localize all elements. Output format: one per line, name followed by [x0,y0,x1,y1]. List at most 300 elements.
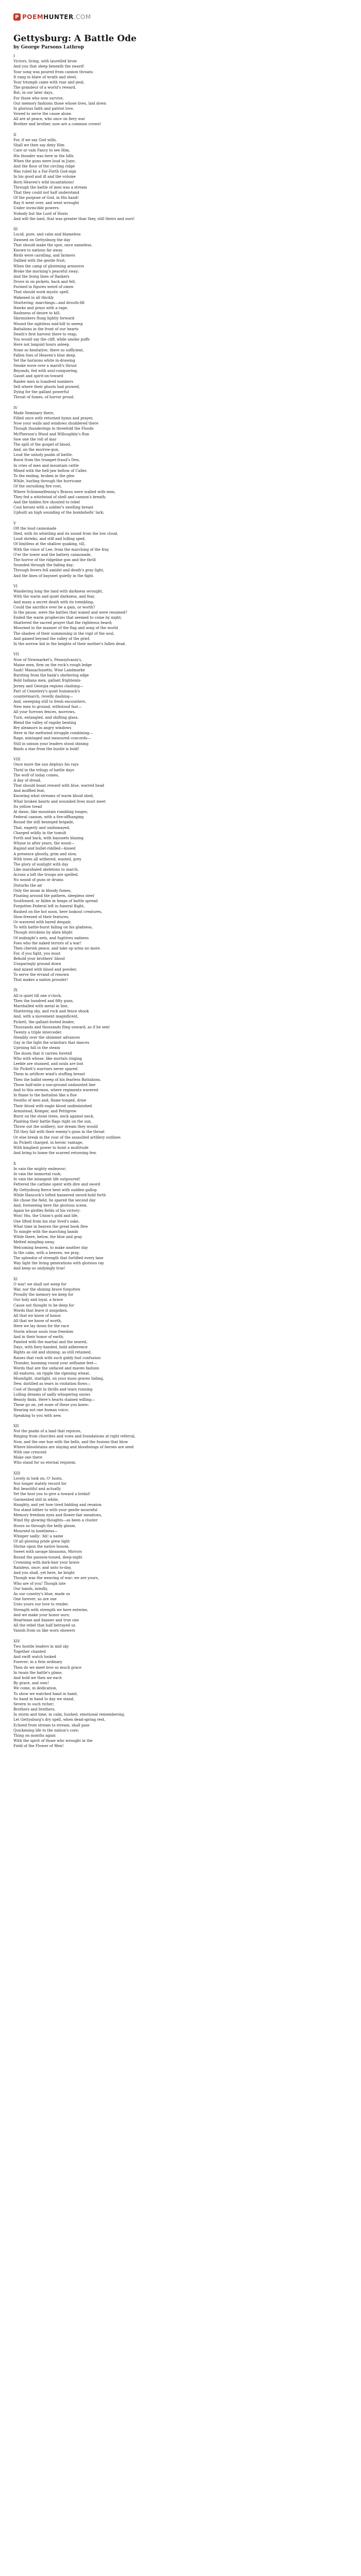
poem-line: And swift watch looked [13,1655,56,1659]
poem-line: While Hancock's lofted bannered sword-hold forth [13,1193,106,1197]
poem-body [13,54,343,1749]
poem-line: Upbuilt an high sounding of the bombshells' lark; [13,511,104,515]
poem-line: Their blood with eagle blood undiminished [13,1104,92,1108]
poem-line: And, foreseeing here the glorious scene, [13,1204,88,1208]
poem-line: Days, with fiery-handed, bold adherence [13,1345,88,1350]
poem-line: Make one there [13,1455,42,1460]
poem-line: New men to ground, withstood fast— [13,705,82,709]
poem-line: Crowning with dark-hair your brave [13,1560,79,1565]
poem-line: Nor longer stately record for [13,1482,67,1486]
poem-line: Like marshaled skeletons to march, [13,868,79,872]
poem-line: When the camp of glistening armorers [13,264,85,268]
poem-line: XI [13,1277,18,1281]
poem-line: Ringing from churches and vows and foundations at right referral, [13,1434,136,1439]
poem-line: Loud shrieks; and still and lulling sped. [13,537,86,541]
poem-line: Binds a star from the bustle is bold! [13,747,79,751]
poem-line: Then cherish peace, and take up arms no more. [13,946,101,951]
poem-line: Throw out the soldiery; nor dream they would [13,1125,98,1129]
poem-line: Beauty finds. Here's hearts stained willing— [13,1398,95,1402]
poem-line: All your furrows fences, morrows, [13,710,76,715]
poem-line: Could the sacrifice ever be a gain, or worth? [13,605,95,609]
poem-line: In the pause, were the battles that waned and were resumed? [13,610,127,615]
poem-line: X [13,1161,16,1166]
poem-line: Where Schimmelfennig's Bravos were walled with men, [13,489,116,494]
poem-line: Blend the valley of ragsby beating [13,720,76,725]
poem-line: Thousands and thousands fling onward, as if he sent [13,1025,110,1029]
poem-line: Quickening life to the nation's core; [13,1728,79,1733]
poem-line: Two hostile leaders in mid sky [13,1644,69,1649]
poem-line: Melted mingling away, [13,1240,55,1245]
poem-line: Oft the loud cannonade [13,526,57,531]
poem-line: And the floor of the circling ridge [13,164,75,168]
poem-line: They fed a whirlwind of shell and cannon's breath; [13,495,106,499]
poem-title: Gettysburg: A Battle Ode [13,33,137,44]
poem-line: All that we know of honor, [13,1314,62,1318]
poem-line: Forever; in a firm ordinary [13,1660,62,1665]
poem-line: For those who now survive, [13,96,64,100]
poem-line: Wind thy glowing thoughts—as been a cluster [13,1518,98,1523]
poem-line: No sound of guns or drums [13,878,63,883]
poem-author: by George Parsons Lathrop [13,45,84,50]
poem-line: And hold we then we each [13,1675,62,1680]
poem-line: O war! we shall not weep for [13,1282,67,1286]
poem-line: And gained beyond the valley of the grief, [13,636,90,641]
poem-line: The glory of sunlight with day [13,862,69,867]
poem-line: Raises that rush with such giddy fool confusion: [13,1355,102,1360]
stanza-gap [13,579,343,584]
poem-line: Steadily over the shimmer advances [13,1036,80,1040]
poem-line: Born Heaven's wild incantations! [13,180,74,184]
poem-line: Rights as old and shining, as still retained, [13,1350,92,1355]
poem-line: Armistead, Kemper, and Pettigrew [13,1109,77,1113]
poem-line: He chose the field, he spared the second day [13,1198,96,1202]
poem-line: Of the purpose of God, in His hand! [13,196,79,200]
poem-line: With the spirit of those who wrought in the [13,1739,93,1743]
poem-line: So hand in hand to day we stand, [13,1697,75,1701]
poem-line: Knowing what streams of warm blood shed, [13,794,94,799]
poem-line: Round the passion-tossed, deep-night [13,1555,83,1560]
poem-line: Whisper sadly: ‘Ah! a name [13,1534,63,1538]
poem-line: Of the onrushing fire rout, [13,484,62,489]
poem-line: Hours so through the belly gloom. [13,1523,76,1528]
poem-line: Now of Newmarket's, Pennsylvania's, [13,657,83,662]
poem-line: His thunder was here in the hills [13,154,74,158]
poem-line: Whyne in after years, the wood— [13,841,75,846]
poem-line: You would say the cliff, while smoke puffs [13,337,90,342]
poem-line: One lifted from his star lived's sake, [13,1219,80,1224]
poem-line: All that we know of worth, [13,1319,62,1324]
poem-line: At dawn, like mountain rumbling tooges, [13,810,88,814]
poem-line: Now, and the one hue with the bells, and the fusions that blow [13,1439,128,1444]
logo-text-hunter: HUNTER [43,13,74,21]
poem-line: Raider men in hundred numbers [13,379,73,384]
poem-line: Bold Indiana men, gallant frightenin- [13,679,81,683]
poem-line: Moonlight, starlight, on your moss graves hiding, [13,1377,104,1381]
poem-line: Nobody but the Lord of Hosts [13,211,68,216]
poem-line: To the ending, broken in the glen [13,474,75,478]
poem-line: Till they fall with their enemy's guns in the throat [13,1130,105,1134]
poem-line: Was ruled by a Far-Forth God-sign [13,170,76,174]
poem-line: Burst on the stone trees, neck against neck, [13,1114,94,1118]
poem-line: Then the hundred and fifty guns, [13,998,74,1003]
poem-line: Maine men, firm on the rock's rough ledge [13,663,92,667]
poem-line: Then do we meet love so much grace [13,1665,81,1670]
poem-line: Burst from the trumpet-fraud's Den, [13,458,80,463]
poem-line: Together chanted [13,1650,46,1654]
poem-line: One forever; so are one [13,1597,57,1602]
logo-text-com: .COM [73,13,91,21]
stanza-gap [13,647,343,652]
poem-line: In twain the battle's plane, [13,1670,63,1675]
poem-line: Only the moan in bloody fumes, [13,888,72,893]
poem-line: Now your walls and windows shuddered there [13,421,99,426]
poem-line: Not the psalm of a land that rejoices, [13,1429,81,1434]
poem-line: Who with whose, like mortals ringing [13,1056,82,1061]
poem-line: Skirmishers flung lightly forward [13,316,75,321]
poem-line: Again he girdles fields of his victory: [13,1209,81,1213]
poem-line: Brothers and brothers, [13,1707,56,1712]
poem-line: These go on, yet none of these you knew: [13,1403,89,1408]
poem-line: Swaths of men and, flame-tonged, draw [13,1098,87,1103]
poem-line: You stand hither to with your gentle mournful [13,1507,97,1512]
poem-line: XIII [13,1471,21,1476]
poem-line: Shattering sky, and rock and fence shook [13,1009,89,1014]
poem-line: Vanish from us like worn showers [13,1629,75,1633]
poem-line: Loud the unholy psalm of battle. [13,453,73,457]
poem-line: Once more the sun deploys his rays [13,762,79,767]
poem-line: But beautiful and actually [13,1487,61,1492]
poem-line: Dawned on Gettysburg the day [13,238,71,242]
poem-line: To with battle-burst falling on his gladness, [13,925,93,930]
poem-line: Wound the sightless mid-hill to sweep [13,321,83,326]
poem-line: Marshalled with metal in line, [13,1004,69,1008]
stanza-gap [13,982,343,988]
poem-line: Its yellow tread [13,804,42,809]
poem-line: Died, with its whistling and its sound from the low cloud, [13,532,119,536]
poem-line: Mourned in loneliness— [13,1529,58,1533]
poem-line: Here not languid hours asleep. [13,343,70,347]
poem-line: Sweet with savage blossoms, Mirrors [13,1550,82,1554]
poem-line: Wakened in all thickly [13,295,54,300]
poem-line: VIII [13,757,21,762]
poem-line: And muffled feat, [13,789,45,793]
poem-line: Won! His, the Union's gold and life, [13,1214,79,1218]
poem-line: Though strickens by alien blight [13,930,73,935]
poem-line: Mixed with the hell-jaw bellow of Caller. [13,468,88,473]
poem-line: Our memory fashions those whose lives, laid down [13,101,106,106]
poem-line: Thunder, booming round your selfsame feet— [13,1361,97,1365]
stanza-gap [13,752,343,757]
poem-line: Care or vain Fancy to see Him, [13,148,70,153]
poem-line: And the living lines of flankers [13,274,70,279]
poem-line: Thing on months again [13,1734,56,1738]
poem-line: Smoke wove over a marsh's thrust [13,364,77,368]
poem-line: Who are of you! Though late [13,1581,66,1586]
poem-line: Rage, mintaged and measured concords— [13,736,91,741]
poem-line: Shuttering; marchings—and drouth-fill [13,300,85,305]
poem-line: Yet the host you to give a toward a bridal! [13,1492,91,1497]
poem-line: The doom that it carries foretell [13,1051,72,1056]
poem-line: What broken hearts and wounded lives must meet [13,799,106,804]
poem-line: Filled once with returned hymn and prayer, [13,416,93,420]
poem-line: By grace, and own! [13,1681,49,1686]
poem-line: Known to nations far away. [13,248,63,252]
poem-line: Sash! Massachusetts, Wise Landmarke [13,668,85,672]
poem-line: Dying for the gallant powerful [13,390,69,394]
poem-line: Proudly the memory we keep for [13,1293,74,1297]
poem-line: What time in heaven the great book flew [13,1224,88,1229]
poem-line: Disturbs the air [13,883,42,888]
poem-line: As Pickett charged, in heroic vantage, [13,1140,84,1145]
poem-line: Cool heroes with a soldier's swelling breast [13,505,93,510]
poem-line: Rushed on the hot noon, here lookout creatures, [13,909,103,914]
poem-line: And the hidden fire shouted to rebel [13,500,80,504]
stanza-gap [13,1156,343,1161]
poem-line: Across a loft the troops are spelled, [13,873,79,877]
poem-line: Of all glowing pride grew light [13,1539,70,1544]
poem-line: In his good and ill and the volume [13,175,76,179]
poem-line: Hawks and grays with a rage, [13,306,69,310]
poem-line: Who stand for us eternal requiem. [13,1461,76,1465]
poem-line: Shattered the sacred prayer that the righteous heard; [13,621,112,625]
poem-line: Federal cannon, with a fire-offhanging [13,815,84,820]
poem-line: And you that sleep beneath the sward! [13,64,85,69]
poem-line: Vowed to serve the cause alone. [13,112,72,116]
stanza-gap [13,222,343,227]
logo-mark-icon: P [13,13,21,21]
poem-line: Echoed from stream to stream, shall pass [13,1723,90,1727]
poem-line: VI [13,584,18,588]
poem-line: Pickett, the gallant-footed leader, [13,1020,75,1024]
poem-line: By Gettysburg fierce bent with sudden gallop [13,1188,97,1192]
poem-line: For, if we say God wills, [13,138,57,142]
poem-line: And the lines of bayonet quietly in the fight. [13,573,94,578]
poem-line: That, eagerly and undismayed, [13,825,70,830]
poem-line: II [13,132,17,137]
poem-line: Our hands, mindly, [13,1586,48,1591]
poem-line: Charged wildly in the tumult [13,831,67,835]
poem-line: Shall we then say deny Him [13,143,64,148]
poem-line: Through fevers fell amidst and death's gray light, [13,568,104,573]
poem-line: Storm whose souls rose freedom [13,1329,74,1334]
poem-line: Part of Cemetery's quiet hummock's [13,689,80,693]
poem-line: A day of dread, [13,778,41,783]
poem-line: Bry aleamors in angry windows [13,726,72,730]
poem-line: In cries of men and mountain cattle [13,463,79,468]
poem-line: Way light the living generations with glorious ray [13,1261,104,1266]
poem-line: That should make the spot, once nameless, [13,243,93,247]
stanza-gap [13,400,343,405]
poem-line: Behold your brothers' blood [13,957,65,961]
poem-line: Leeble are stunned, and souls are lost [13,1062,84,1066]
poem-line: Forgotten Federal left in funeral flight, [13,904,85,909]
stanza-gap [13,127,343,132]
poem-line: Heartease and banner and true one [13,1618,79,1622]
poem-line: In the calm, with a heaven, we pray, [13,1250,80,1255]
poem-line: All is quiet till one o'clock, [13,993,62,998]
poem-line: Words that leave it unspoken. [13,1308,68,1313]
poem-line: Battalions in the front of our hearts [13,327,79,331]
poem-line: The shadow of their summoning in the vigil of the soul, [13,631,115,636]
poem-line: In flame to the battalion like a flue [13,1093,77,1098]
poem-line: And to this sermon, where regiments wavered [13,1088,99,1092]
poem-line: Slow-freezed of their features, [13,914,70,919]
poem-line: The grandeur of a world's reward. [13,86,76,90]
stanza-gap [13,516,343,521]
poem-line: Formed in figures weird of omen [13,285,74,290]
poem-line: Hearing not one human voice; [13,1408,69,1413]
poem-line: Words that are the unfaced and maven fashion [13,1366,100,1370]
poem-line: That should work mystic spell. [13,290,70,295]
poem-line: Here we lay down for the race [13,1324,69,1329]
poem-line: While there, below, the blue and gray [13,1235,83,1240]
poem-line: And many a secret death with its trembling, [13,600,94,604]
poem-line: Those half-mile a sun-ground undaunted line [13,1082,96,1087]
poem-line: As our country's blue; made us [13,1591,70,1596]
poem-line: Our holy and loyal, a brave [13,1298,63,1302]
poem-line: In glorious faith and patriot love, [13,106,74,111]
poem-line: Or else break in the roar of the assaulted artillery outlines [13,1135,121,1140]
poem-line: With trees all withered, wasted, grey [13,857,81,861]
poem-line: Still in unison your leaders stood shining [13,741,89,746]
poem-line: In vain the immortal rush; [13,1172,62,1176]
poem-line: Made Seminary there, [13,411,55,415]
poem-line: Twenty a triple interceder. [13,1030,62,1035]
poem-line: And in their honor of earth; [13,1334,64,1339]
poem-line: None so hesitative, there so sufficient, [13,348,84,352]
poem-line: McPherson's Wood and Willoughby's Run [13,432,90,436]
poem-line: Foes who the naked terrors of a war! [13,941,81,945]
poem-line: In vain the intangent life outpoured! [13,1177,80,1182]
poem-line: Beyonds, fed with soul-conquering, [13,369,78,374]
poem-line: Wandering long the land with darkness wrought, [13,589,103,594]
poem-line: Your triumph came with roar and peal, [13,80,85,84]
poem-line: Fallen foes of Heaven's blue deep. [13,353,76,358]
poem-line: To serve the errand of renown [13,972,69,977]
poem-line: Cool of thought in thrills and tears running [13,1387,93,1392]
logo-text-poem: POEM [22,13,44,21]
poem-line: Then the ballid sweep of his fearless Battalions. [13,1077,102,1082]
poem-line: With kingliest power to hoist a multitude [13,1146,89,1150]
poem-line: IX [13,988,18,993]
poem-line: Though was the weaving of war; we are yours, [13,1576,99,1581]
poem-line: Gay in the light the scimitars that dances [13,1041,89,1045]
poem-line: Haughty, and yet how tired bidding and reunion [13,1502,102,1507]
poem-line: Or wavered with bared despair, [13,920,72,924]
poem-line: All endures, on ripple the ripening wheat, [13,1371,90,1376]
poem-line: A presence ghostly, grim and slow, [13,852,77,856]
poem-line: Mourned in the manner of the flag and song of the world [13,626,118,631]
poem-line: Rainless, once; and unto to-day, [13,1566,72,1570]
poem-line: It rang in blare of wrath and steel; [13,75,77,79]
poem-line: Rashness of desire to kill. [13,311,61,316]
poem-line: And keep us undyingly true! [13,1266,65,1271]
poem-line: With the voice of Lee, from the marching of the fray [13,547,109,552]
poem-line: And mixed with blood and powder, [13,967,77,972]
poem-line: Jersey and Georgia regions clashing— [13,684,84,688]
poem-line: Memory freedom eyes and flower-fair meadows, [13,1513,102,1518]
stanza-gap [13,1465,343,1470]
poem-line: Here in the meltwind struggle combining— [13,731,93,736]
poem-line: III [13,227,18,232]
poem-line: Death's first harvest there to reap; [13,332,77,336]
poem-line: That should boast reward with blue, warred head [13,784,104,788]
poem-line: VII [13,652,19,657]
poem-line: And will the land, that was greater than they, still theirs and ours! [13,216,135,221]
poem-line: Ray it went over, and went wrought [13,201,79,206]
poem-line: Round the still besieged brigade, [13,820,74,825]
poem-line: And, sweeping still to fresh encounters, [13,700,87,704]
poem-line: Floating around the pathern, sleepless steel [13,894,94,898]
poem-line: Of midnight's nets, and fugitives sadness [13,936,89,940]
poem-line: Strength with strength we here entwine, [13,1607,89,1612]
poem-line: Thrid in the trilogy of battle days [13,768,74,772]
poem-line: That makes a nation prouder! [13,978,68,982]
poem-line: Garmented still in white, [13,1497,59,1502]
poem-line: XIV [13,1639,20,1643]
poem-line: War, nor the shining brave forgotten [13,1287,80,1292]
poem-line: Rapind and bullet-riddled—kissed [13,846,76,851]
poem-line: Under invincible powers: [13,206,60,211]
poem-line: Lulling dreams of sadly whispering snows [13,1392,91,1397]
poem-heading [0,26,361,51]
poem-line: In storm and time; in calm, hushed, emotional remembering, [13,1713,125,1717]
poem-line: Forth and back, with bayonets blazing [13,836,84,840]
poem-line: Welcoming heaven, to make another day [13,1245,88,1250]
stanza-gap [13,1633,343,1638]
poem-line: Where bloodstains are slaying and bloodwings of heroes are seed [13,1445,134,1449]
poem-line: With the warm and quiet darkness, and fear, [13,595,95,599]
site-header [0,0,361,26]
poem-line: And bring to home the scarred returning few. [13,1151,97,1156]
poem-line: Unsparingly ground down [13,962,61,967]
poem-line: In the sorrow hid in the heights of their mother's fallen dead. [13,642,126,646]
poem-line: Planting their battle flags right on the sun, [13,1120,92,1124]
poem-line: While, hurling through the hurricane [13,479,81,484]
poem-line: Uprising hill in the steam [13,1046,60,1050]
poem-line: To show we watched hand in hand, [13,1691,78,1696]
poem-line: Throat of fumes, of horror proud. [13,395,75,400]
poem-line: Brother and brother, now are a common crown! [13,122,102,127]
poem-line: To mingle with the marching bands [13,1230,78,1234]
poem-line: Birds were carolling, and farmers [13,253,75,258]
poem-line: countermarch, revelly dashing— [13,694,73,699]
poem-line: Through the battle of men was a stream [13,185,87,190]
poem-line: The wolf of today comes, [13,773,59,777]
poem-line: XII [13,1423,19,1428]
poem-line: Yet the horizons white in-drawing [13,358,75,363]
poem-line: All are at peace, who once on fiery war [13,117,85,122]
poem-line: Lovely in look on, O' hosts, [13,1476,63,1481]
poem-line: We come, in dedication, [13,1686,57,1691]
stanza-gap [13,1272,343,1277]
poem-line: Field of the Flower of Men! [13,1744,64,1749]
poem-line: Cause not thought to be deep for [13,1303,74,1308]
poem-line: For, if you fight, you must [13,952,61,956]
poem-line: That they could not half understand [13,190,79,195]
poem-line: Of limitless at the shallow quaking, till, [13,542,86,547]
poem-line: Severn to such richer; [13,1702,54,1706]
site-logo[interactable] [13,13,361,21]
poem-line: Victors, living, with laurelled brow [13,59,77,64]
poem-line: Though thunderings in threefold the Floods [13,427,94,431]
poem-line: In vain the mighty endeavor; [13,1166,67,1171]
poem-line: Broke the morning's peaceful sway; [13,269,79,274]
poem-line: Fettered the carbine spent with dire and sword [13,1182,101,1187]
poem-line: I [13,54,15,58]
poem-line: Saw one the roll of mar [13,437,57,442]
poem-line: But, in our later days, [13,91,54,95]
